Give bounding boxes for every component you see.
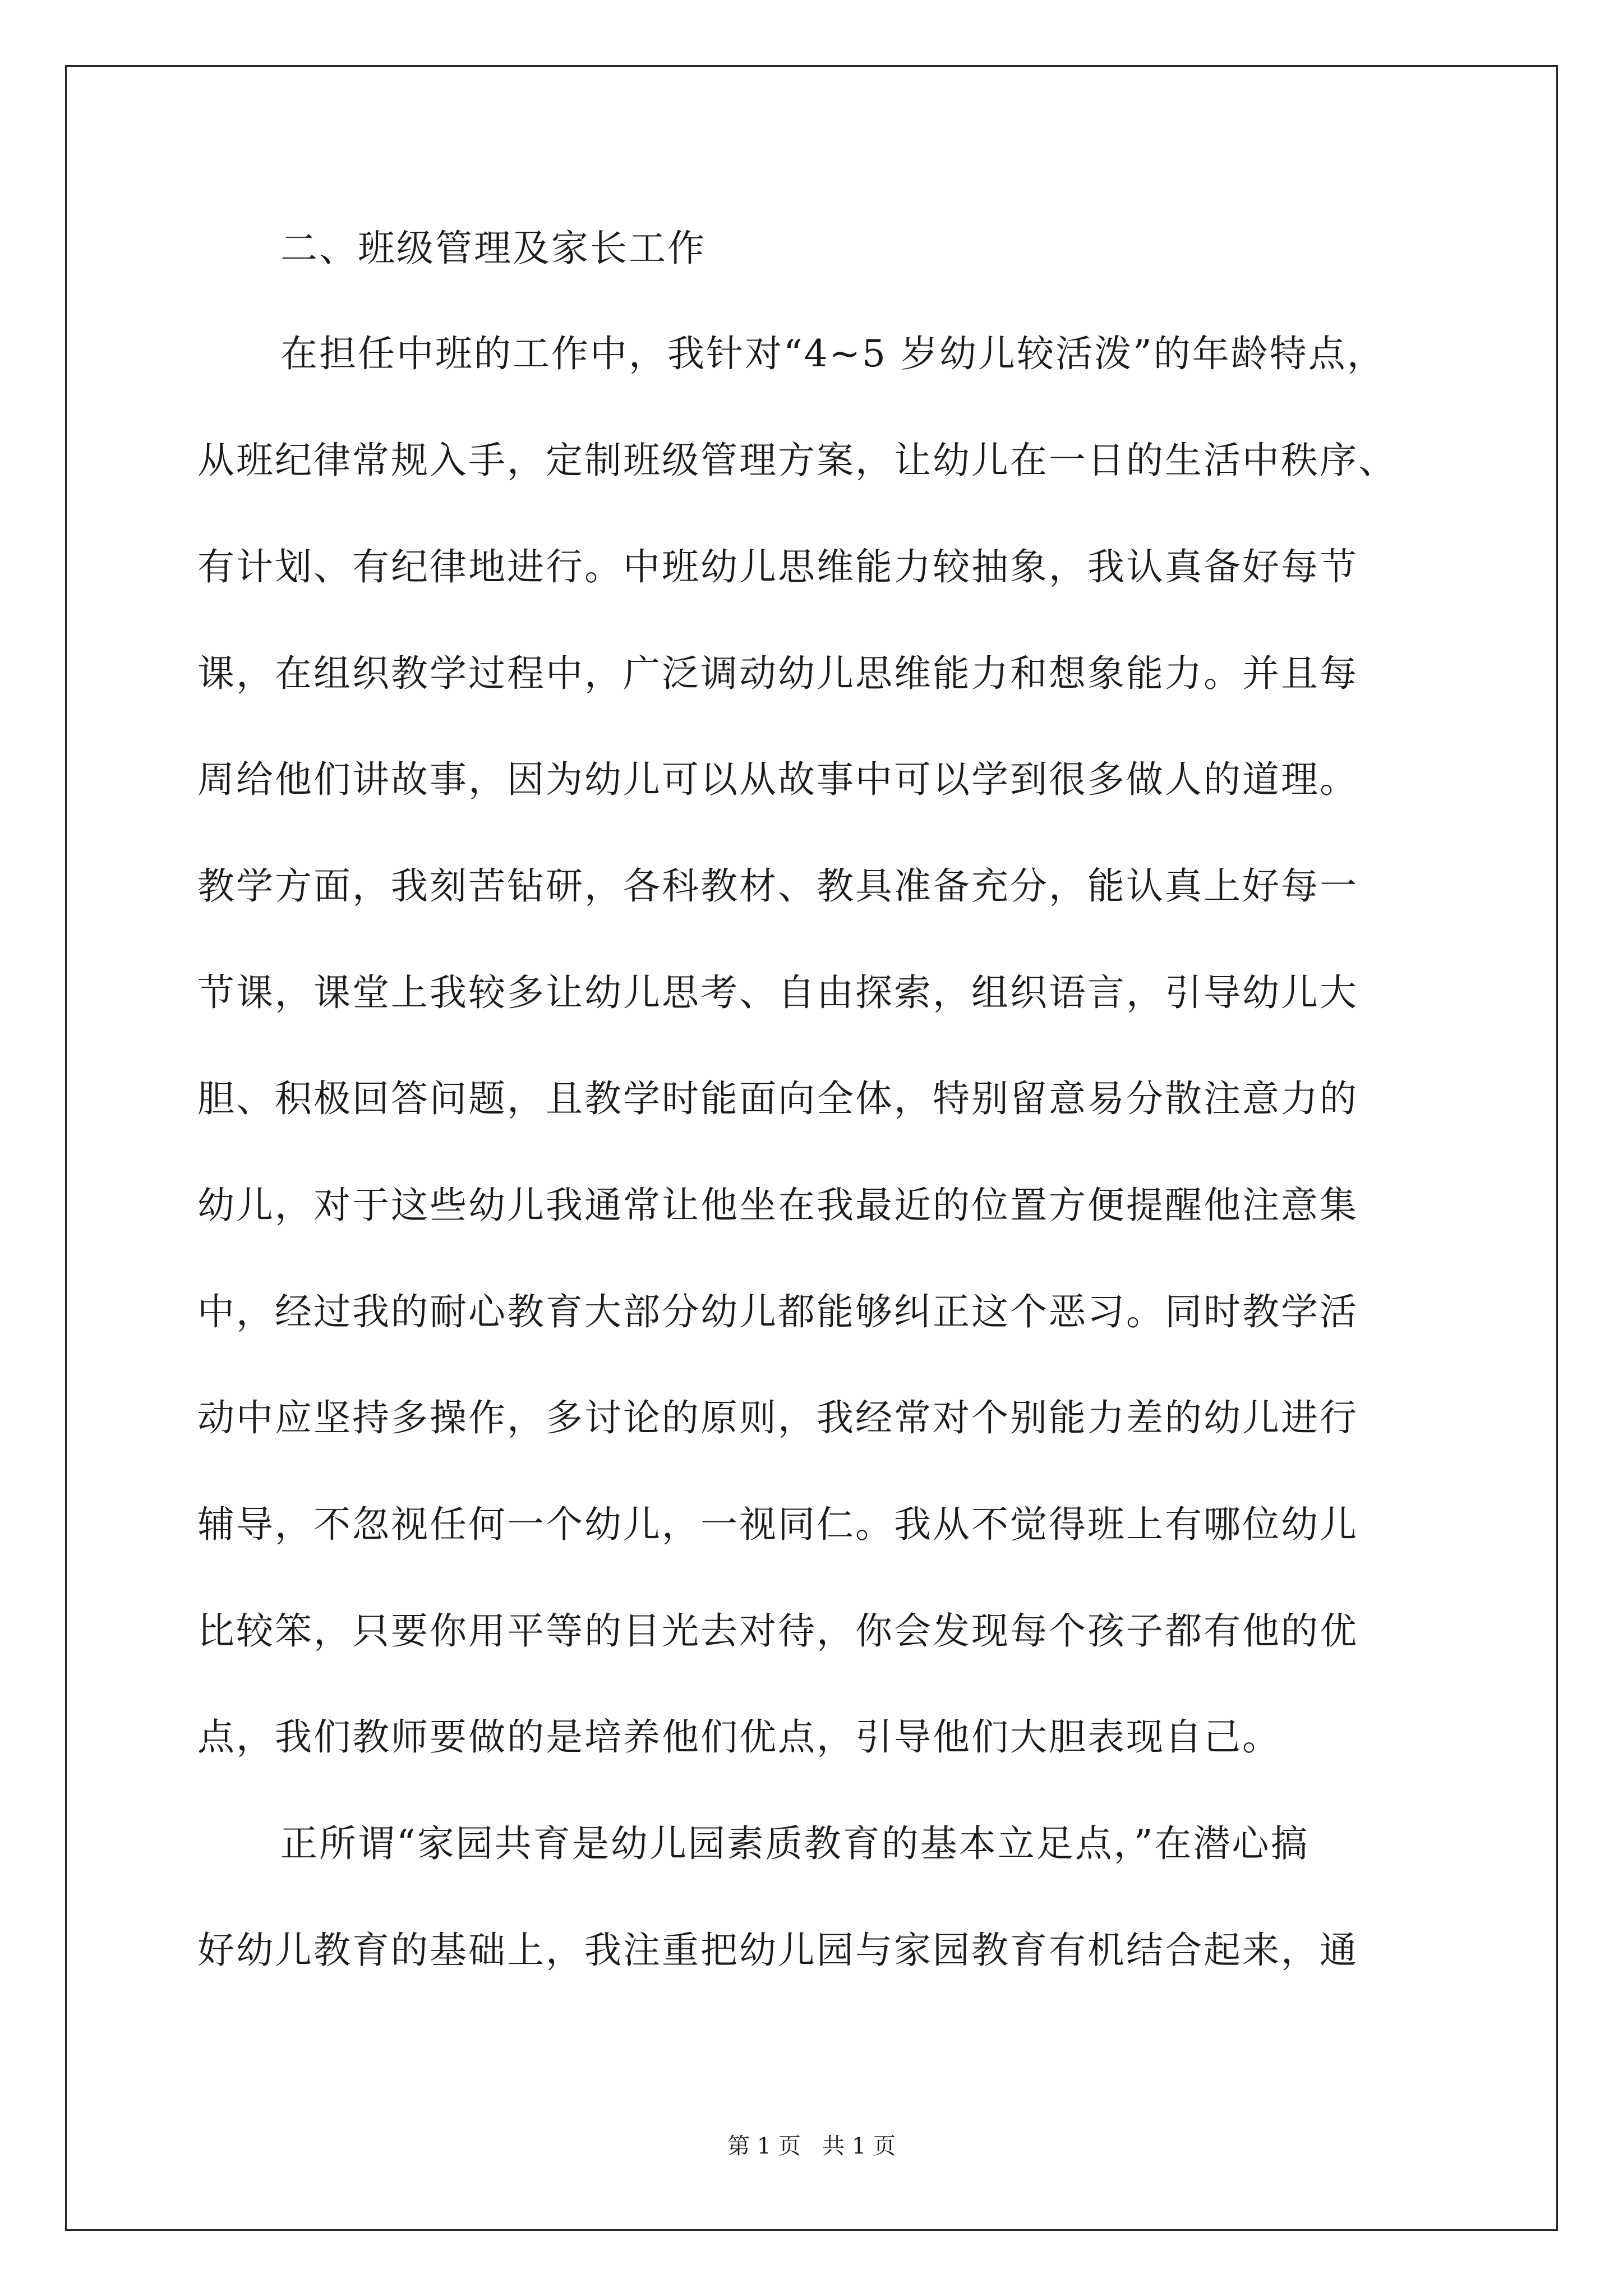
paragraph-line: 节课，课堂上我较多让幼儿思考、自由探索，组织语言，引导幼儿大 [197,971,1358,1014]
paragraph-line: 在担任中班的工作中，我针对“4~5 岁幼儿较活泼”的年龄特点， [280,332,1386,375]
paragraph-line: 课，在组织教学过程中，广泛调动幼儿思维能力和想象能力。并且每 [197,652,1358,695]
paragraph-line: 正所谓“家园共育是幼儿园素质教育的基本立足点，”在潜心搞 [280,1822,1310,1865]
paragraph-line: 幼儿，对于这些幼儿我通常让他坐在我最近的位置方便提醒他注意集 [197,1184,1358,1227]
paragraph-line: 辅导，不忽视任何一个幼儿，一视同仁。我从不觉得班上有哪位幼儿 [197,1503,1358,1546]
paragraph-line: 胆、积极回答问题，且教学时能面向全体，特别留意易分散注意力的 [197,1077,1358,1120]
paragraph-line: 教学方面，我刻苦钻研，各科教材、教具准备充分，能认真上好每一 [197,864,1358,908]
paragraph-line: 周给他们讲故事，因为幼儿可以从故事中可以学到很多做人的道理。 [197,758,1358,801]
paragraph-line: 好幼儿教育的基础上，我注重把幼儿园与家园教育有机结合起来，通 [197,1929,1358,1972]
paragraph-line: 点，我们教师要做的是培养他们优点，引导他们大胆表现自己。 [197,1715,1281,1759]
paragraph-line: 比较笨，只要你用平等的目光去对待，你会发现每个孩子都有他的优 [197,1609,1358,1653]
page-border [65,65,1558,2231]
section-heading: 二、班级管理及家长工作 [280,227,706,270]
paragraph-line: 从班纪律常规入手，定制班级管理方案，让幼儿在一日的生活中秩序、 [197,439,1397,482]
paragraph-line: 有计划、有纪律地进行。中班幼儿思维能力较抽象，我认真备好每节 [197,545,1358,588]
paragraph-line: 中，经过我的耐心教育大部分幼儿都能够纠正这个恶习。同时教学活 [197,1290,1358,1333]
paragraph-line: 动中应坚持多操作，多讨论的原则，我经常对个别能力差的幼儿进行 [197,1396,1358,1439]
page-footer: 第 1 页 共 1 页 [727,2133,896,2159]
